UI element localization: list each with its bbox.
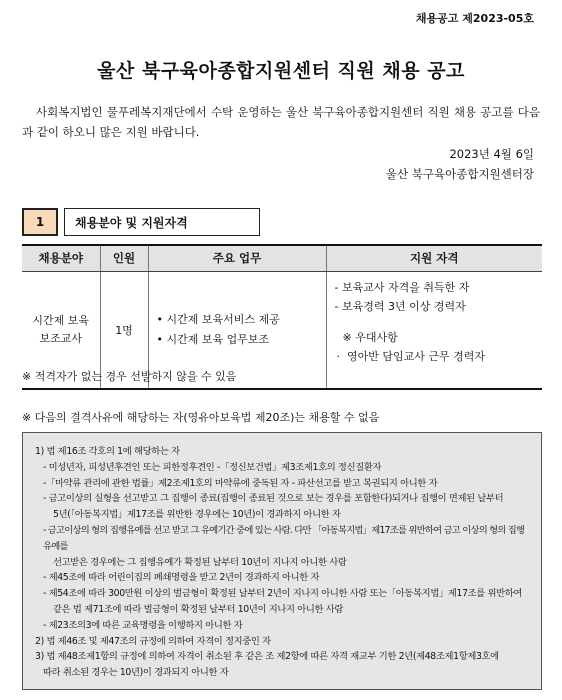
- disq-line: - 금고이상의 형의 집행유예를 선고 받고 그 유예기간 중에 있는 사람. 다만 「아동복지법」제17조를 위반하여 금고 이상의 형의 집행유예를: [43, 524, 525, 552]
- section-title: 채용분야 및 지원자격: [64, 208, 260, 236]
- intro-paragraph: 사회복지법인 물푸레복지재단에서 수탁 운영하는 울산 북구육아종합지원센터 직원 채용 공고를 다음과 같이 하오니 많은 지원 바랍니다.: [22, 105, 540, 139]
- disq-line: 같은 법 제71조에 따라 벌금형이 확정된 날부터 10년이 지나지 아니한 사람: [53, 603, 343, 615]
- field-label: 시간제 보육보조교사: [32, 313, 90, 345]
- duty-item: • 시간제 보육서비스 제공: [156, 312, 280, 326]
- disq-line: - 제23조의3에 따른 교육명령을 이행하지 아니한 자: [43, 619, 243, 631]
- header-field: 채용분야: [22, 245, 100, 271]
- disqualification-note: ※ 다음의 결격사유에 해당하는 자(영유아보육법 제20조)는 채용할 수 없음: [22, 411, 380, 424]
- disq-line: - 제45조에 따라 어린이집의 폐쇄명령을 받고 2년이 경과하지 아니한 자: [43, 572, 320, 584]
- qualification-item: - 보육경력 3년 이상 경력자: [334, 299, 466, 313]
- disq-line: -「마약류 관리에 관한 법률」제2조제1호의 마약류에 중독된 자 - 파산선고를 받고 복권되지 아니한 자: [43, 477, 438, 489]
- announcement-date: 2023년 4월 6일: [449, 147, 534, 161]
- header-qualifications: 지원 자격: [326, 245, 542, 271]
- preference-item: · 영아반 담임교사 근무 경력자: [336, 349, 486, 363]
- page-title: 울산 북구육아종합지원센터 직원 채용 공고: [97, 60, 465, 82]
- cell-qualifications: [326, 271, 542, 389]
- cell-count: 1명: [100, 271, 148, 389]
- header-duties: 주요 업무: [148, 245, 326, 271]
- disqualification-box: [22, 432, 542, 690]
- disq-line: - 제54조에 따라 300만원 이상의 벌금형이 확정된 날부터 2년이 지나지 아니한 사람 또는「아동복지법」제17조를 위반하여: [43, 588, 523, 600]
- disq-line: 선고받은 경우에는 그 집행유예가 확정된 날부터 10년이 지나지 아니한 사람: [53, 556, 347, 568]
- duty-item: • 시간제 보육 업무보조: [156, 332, 270, 346]
- disq-line: 따라 취소된 경우는 10년)이 경과되지 아니한 자: [43, 667, 229, 679]
- issuer-name: 울산 북구육아종합지원센터장: [385, 167, 534, 181]
- header-count: 인원: [100, 245, 148, 271]
- disq-line: - 미성년자, 피성년후견인 또는 피한정후견인 -「정신보건법」제3조제1호의 정신질환자: [43, 461, 382, 473]
- duty-text: 시간제 보육서비스 제공: [166, 312, 280, 326]
- section-number-badge: 1: [22, 208, 58, 236]
- selection-note: ※ 적격자가 없는 경우 선발하지 않을 수 있음: [22, 370, 237, 383]
- table-header-row: [22, 245, 542, 271]
- duty-text: 시간제 보육 업무보조: [166, 332, 270, 346]
- disq-line: 5년(「아동복지법」제17조를 위반한 경우에는 10년)이 경과하지 아니한 자: [53, 509, 341, 521]
- section-header: [22, 208, 260, 236]
- disq-line: 1) 법 제16조 각호의 1에 해당하는 자: [35, 446, 180, 457]
- preference-text: 영아반 담임교사 근무 경력자: [347, 349, 486, 363]
- disq-line: 2) 법 제46조 및 제47조의 규정에 의하여 자격이 정지중인 자: [35, 635, 271, 647]
- notice-number: 채용공고 제2023-05호: [415, 12, 534, 25]
- qualification-text: 보육교사 자격을 취득한 자: [341, 280, 470, 294]
- preference-title: ※ 우대사항: [342, 330, 398, 344]
- qualification-text: 보육경력 3년 이상 경력자: [341, 299, 466, 313]
- disq-line: - 금고이상의 실형을 선고받고 그 집행이 종료(집행이 종료된 것으로 보는 경우를 포함한다)되거나 집행이 면제된 날부터: [43, 493, 504, 505]
- disq-line: 3) 법 제48조제1항의 규정에 의하여 자격이 취소된 후 같은 조 제2항에 따른 자격 재교부 기한 2년(제48조제1항제3호에: [35, 651, 499, 663]
- qualification-item: - 보육교사 자격을 취득한 자: [334, 280, 470, 294]
